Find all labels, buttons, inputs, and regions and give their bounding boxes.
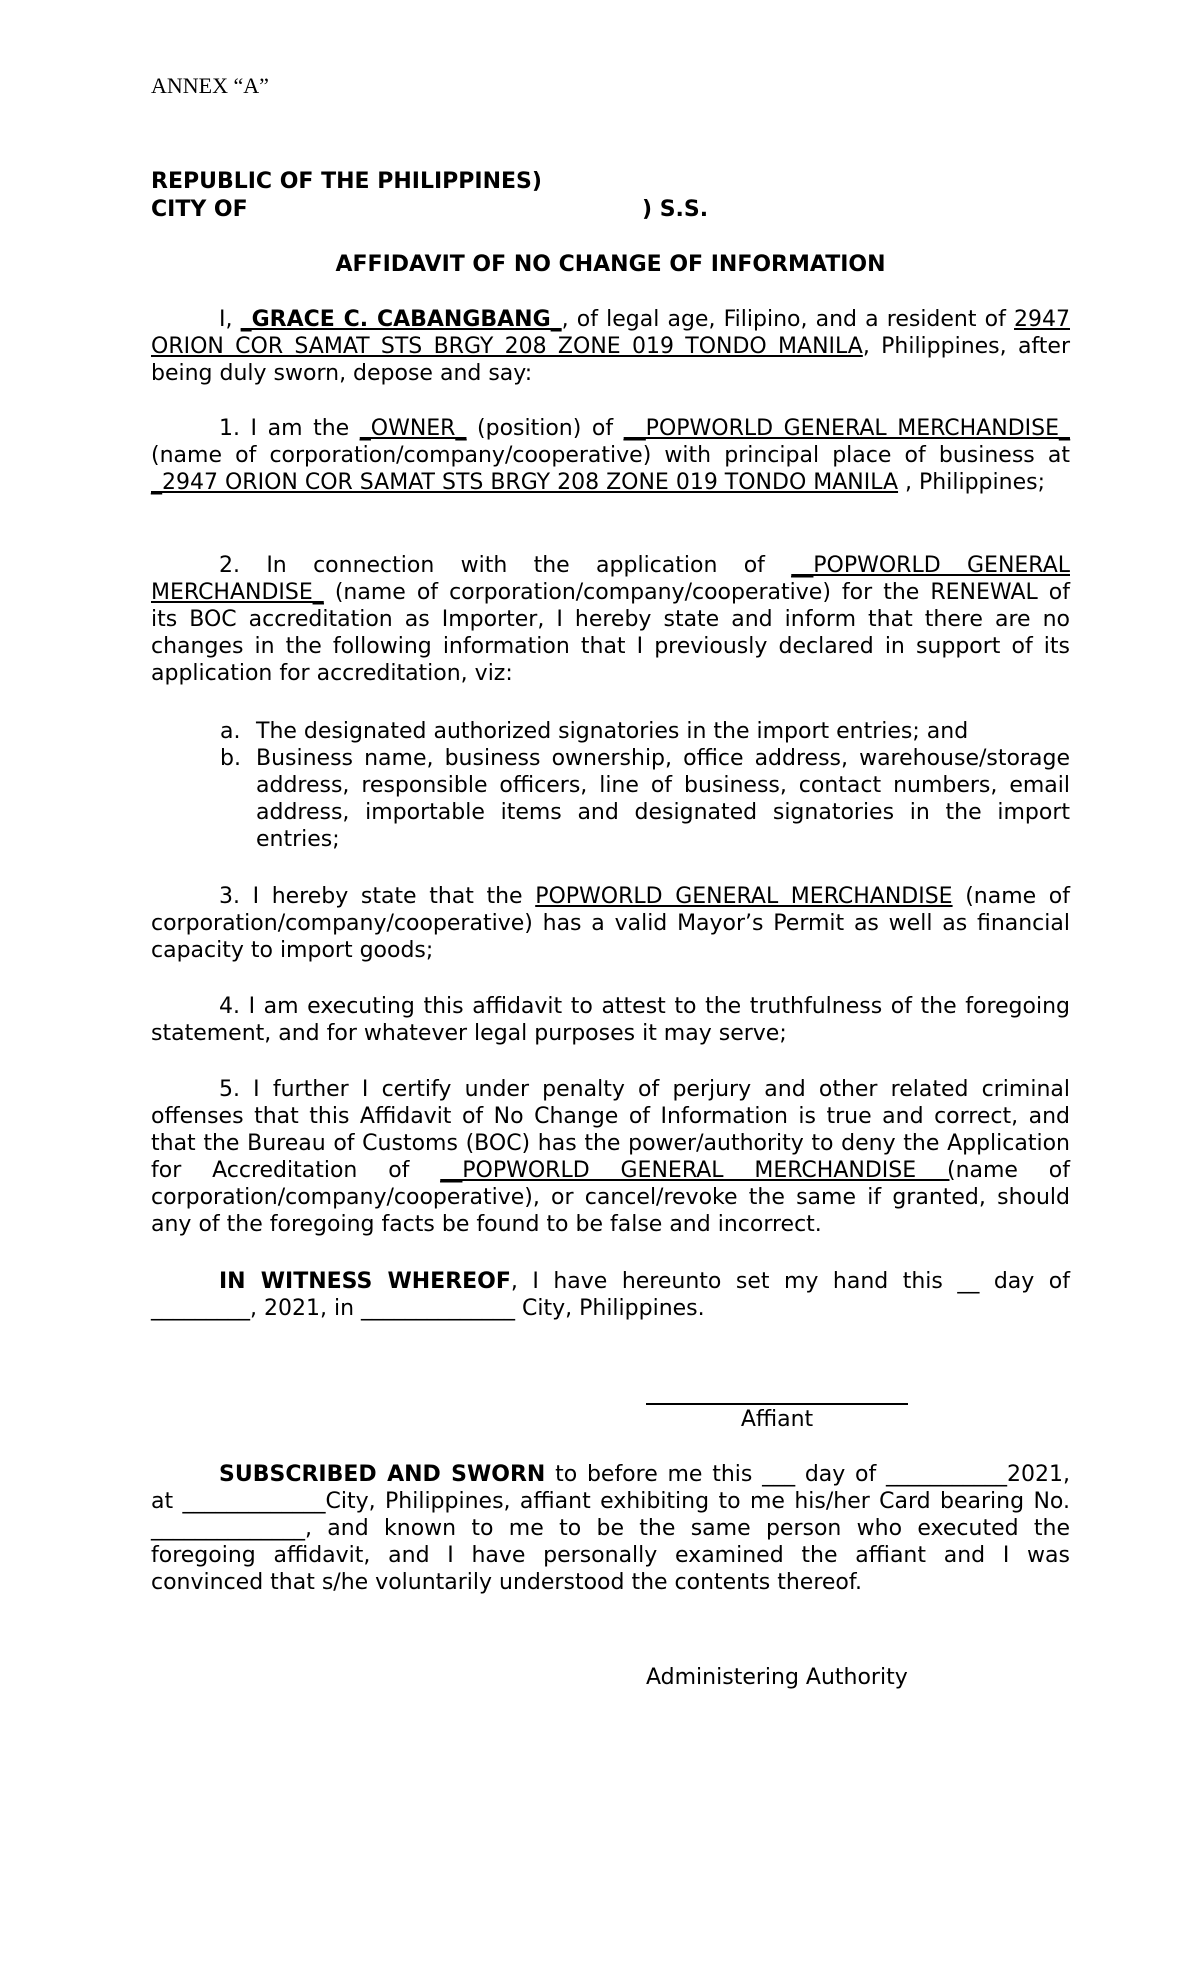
- item-4-paragraph: 4. I am executing this affidavit to attest to the truthfulness of the foregoing statement, and for whatever legal purposes it may serve;: [151, 994, 1070, 1046]
- info-list: [220, 718, 1070, 853]
- business-address: _2947 ORION COR SAMAT STS BRGY 208 ZONE 019 TONDO MANILA: [151, 470, 899, 495]
- subscribed-paragraph: SUBSCRIBED AND SWORN to before me this ___ day of ___________2021, at _____________City, Philippines, affiant exhibiting to me his/her Card bearing No. ______________, and known to me to be the same person who executed the foregoing affidavit, and I have personally examined the affiant and I was convinced that s/he voluntarily understood the contents thereof.: [151, 1462, 1070, 1595]
- affiant-address: 2947 ORION COR SAMAT STS BRGY 208 ZONE 019 TONDO MANILA: [151, 307, 1070, 359]
- document-title: AFFIDAVIT OF NO CHANGE OF INFORMATION: [335, 252, 886, 277]
- republic-header: REPUBLIC OF THE PHILIPPINES): [151, 169, 542, 194]
- affiant-name: _GRACE C. CABANGBANG_: [240, 307, 562, 332]
- item-5-paragraph: 5. I further I certify under penalty of perjury and other related criminal offenses that this Affidavit of No Change of Information is true and correct, and that the Bureau of Customs (BOC) has the power/authority to deny the Application for Accreditation of __POPWORLD GENERAL MERCHANDISE (name of corporation/company/cooperative), or cancel/revoke the same if granted, should any of the foregoing facts be found to be false and incorrect.: [151, 1077, 1070, 1237]
- company-name: __POPWORLD GENERAL MERCHANDISE (: [440, 1158, 956, 1183]
- item-1-paragraph: 1. I am the _OWNER_ (position) of __POPWORLD GENERAL MERCHANDISE_ (name of corporation/company/cooperative) with principal place of business at _2947 ORION COR SAMAT STS BRGY 208 ZONE 019 TONDO MANILA , Philippines;: [151, 416, 1070, 495]
- company-name: POPWORLD GENERAL MERCHANDISE: [535, 884, 953, 909]
- city-header: [151, 196, 711, 223]
- company-name: __POPWORLD GENERAL MERCHANDISE_: [623, 416, 1070, 441]
- signature-line: [646, 1403, 908, 1405]
- city-label: CITY OF: [151, 197, 248, 222]
- list-item: b. Business name, business ownership, office address, warehouse/storage address, responsible officers, line of business, contact numbers, email address, importable items and designated signatories in the import entries;: [220, 746, 1070, 852]
- company-name: __POPWORLD GENERAL MERCHANDISE_: [151, 553, 1070, 605]
- administering-authority-label: Administering Authority: [646, 1665, 908, 1690]
- affiant-label: Affiant: [740, 1407, 814, 1432]
- witness-paragraph: IN WITNESS WHEREOF, I have hereunto set my hand this __ day of _________, 2021, in ______________ City, Philippines.: [151, 1269, 1070, 1321]
- annex-label: ANNEX “A”: [151, 73, 269, 98]
- item-2-paragraph: 2. In connection with the application of __POPWORLD GENERAL MERCHANDISE_ (name of corporation/company/cooperative) for the RENEWAL of its BOC accreditation as Importer, I hereby state and inform that there are no changes in the following information that I previously declared in support of its application for accreditation, viz:: [151, 553, 1070, 686]
- list-item: a. The designated authorized signatories in the import entries; and: [220, 719, 969, 744]
- position-value: _OWNER_: [359, 416, 467, 441]
- intro-paragraph: I, _GRACE C. CABANGBANG_, of legal age, Filipino, and a resident of 2947 ORION COR SAMAT STS BRGY 208 ZONE 019 TONDO MANILA, Philippines, after being duly sworn, depose and say:: [151, 307, 1070, 386]
- ss-label: ) S.S.: [642, 197, 709, 222]
- item-3-paragraph: 3. I hereby state that the POPWORLD GENERAL MERCHANDISE (name of corporation/company/cooperative) has a valid Mayor’s Permit as well as financial capacity to import goods;: [151, 884, 1070, 963]
